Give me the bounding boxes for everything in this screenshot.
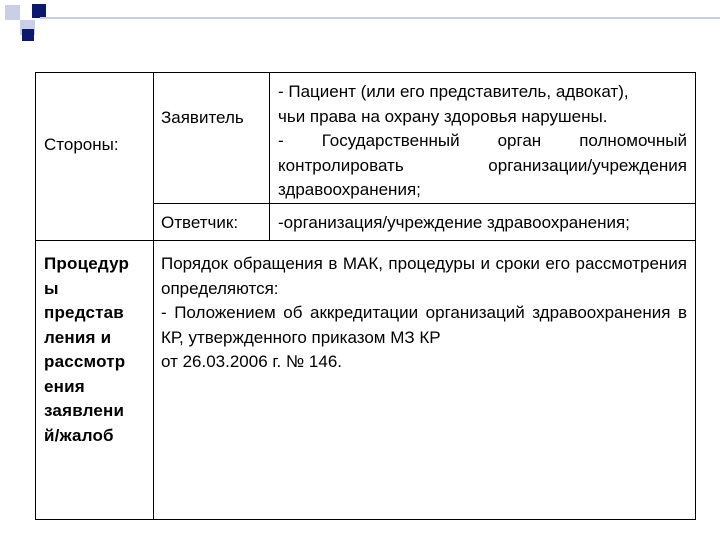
applicant-line-1: - Пациент (или его представитель, адвокат), — [278, 82, 629, 101]
procedure-label-line-6: ения — [44, 376, 85, 396]
procedure-label-line-3: представ — [44, 303, 124, 322]
applicant-line-3: - Государственный орган полномочный контролировать организации/учреждения здравоохранения; — [278, 131, 687, 199]
procedure-label-line-4: ления и — [44, 327, 112, 347]
table-col-divider — [153, 72, 154, 520]
procedure-text — [161, 252, 687, 375]
procedure-label-line-7: заявлени — [44, 401, 125, 420]
procedure-label-line-8: й/жалоб — [44, 425, 114, 445]
deco-line — [40, 17, 720, 19]
applicant-line-2: чьи права на охрану здоровья нарушены. — [278, 106, 608, 126]
table-border-bottom — [35, 519, 696, 520]
table-row-divider — [35, 240, 696, 241]
procedure-para-1: Порядок обращения в МАК, процедуры и сроки его рассмотрения определяются: — [161, 254, 687, 298]
procedure-label-line-5: рассмотр — [44, 352, 126, 371]
info-table — [35, 72, 696, 520]
deco-square-1 — [5, 5, 20, 20]
procedure-label — [44, 252, 152, 448]
deco-square-4 — [22, 29, 34, 41]
table-border-top — [35, 72, 696, 73]
applicant-label: Заявитель — [161, 108, 244, 127]
procedure-para-2: - Положением об аккредитации организаций здравоохранения в КР, утвержденного приказом МЗ КР — [161, 303, 687, 347]
respondent-text: -организация/учреждение здравоохранения; — [278, 213, 630, 232]
procedure-para-3: от 26.03.2006 г. № 146. — [161, 352, 343, 371]
decorative-squares — [0, 0, 720, 60]
procedure-label-line-1: Процедур — [44, 254, 130, 273]
applicant-text — [278, 80, 687, 203]
respondent-label: Ответчик: — [161, 213, 239, 232]
table-border-left — [35, 72, 36, 520]
procedure-label-line-2: ы — [44, 278, 59, 298]
table-border-right — [695, 72, 696, 520]
deco-square-3 — [32, 4, 46, 18]
table-subrow-divider — [153, 203, 696, 204]
table-subcol-divider — [269, 72, 270, 240]
parties-label: Стороны: — [44, 135, 119, 154]
